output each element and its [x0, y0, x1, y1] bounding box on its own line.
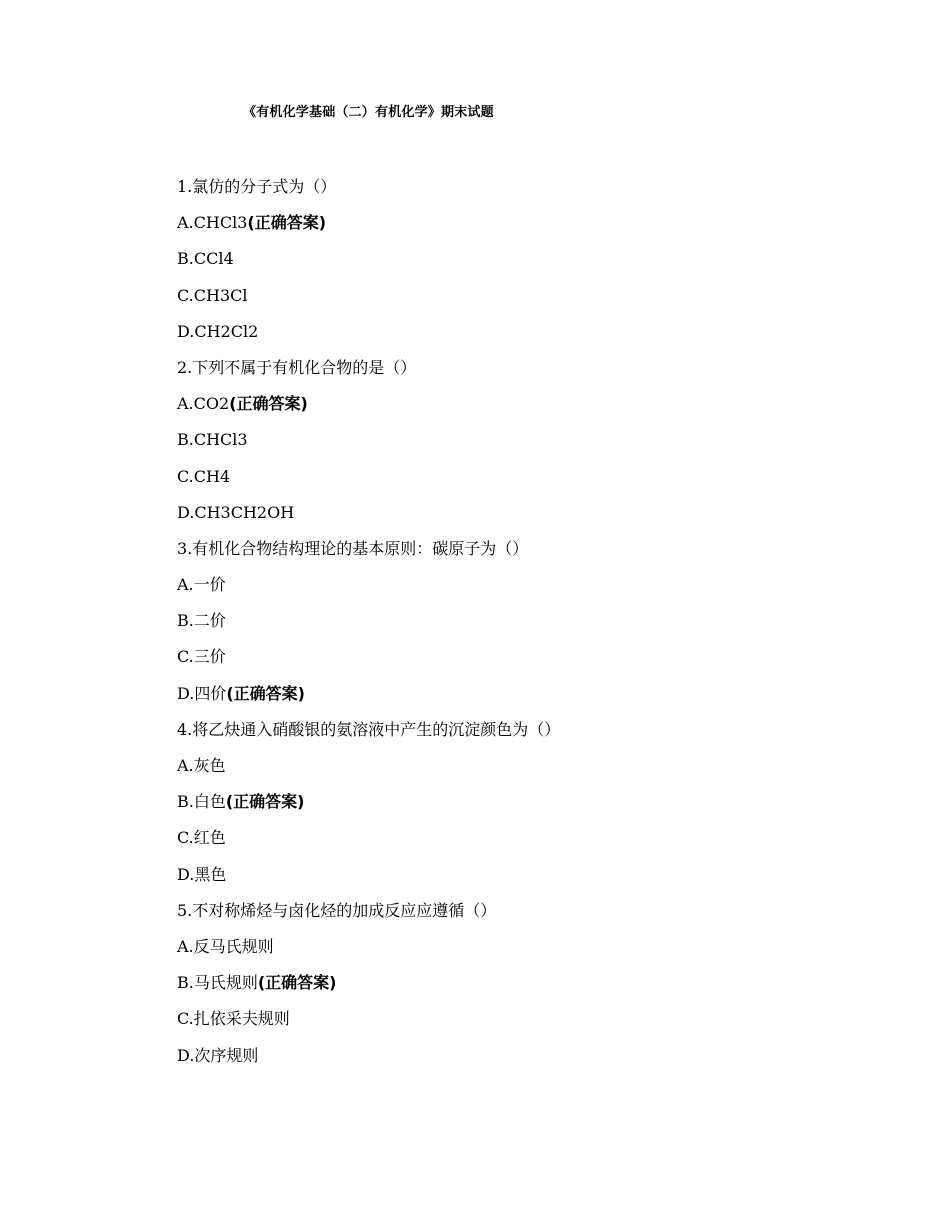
option-item: D.CH3CH2OH: [177, 502, 295, 522]
option-item: [177, 682, 877, 718]
option-text: D.四价: [177, 683, 227, 703]
option-item: A.一价: [177, 575, 226, 595]
option-item: [177, 211, 877, 247]
option-item: [177, 790, 877, 826]
option-item: [177, 971, 877, 1007]
option-item: [177, 392, 877, 428]
option-item: C.三价: [177, 647, 226, 667]
option-text: A.CHCl3: [177, 213, 248, 233]
option-item: B.CHCl3: [177, 430, 248, 450]
page-title: 《有机化学基础（二）有机化学》期末试题: [243, 105, 494, 120]
option-item: D.黑色: [177, 864, 227, 884]
option-item: B.二价: [177, 611, 226, 631]
option-text: B.马氏规则: [177, 973, 258, 993]
question-stem: 1.氯仿的分子式为（）: [177, 177, 337, 196]
option-text: A.CO2: [177, 394, 230, 414]
question-stem: 2.下列不属于有机化合物的是（）: [177, 357, 417, 377]
option-item: C.CH4: [177, 466, 231, 486]
question-stem: 4.将乙炔通入硝酸银的氨溶液中产生的沉淀颜色为（）: [177, 719, 561, 739]
correct-answer-tag: (正确答案): [225, 792, 305, 812]
question-list: [177, 175, 877, 1080]
correct-answer-tag: (正确答案): [247, 213, 327, 233]
question-stem: 5.不对称烯烃与卤化烃的加成反应应遵循（）: [177, 900, 497, 920]
option-item: C.扎依采夫规则: [177, 1009, 290, 1029]
correct-answer-tag: (正确答案): [229, 394, 308, 414]
option-item: D.次序规则: [177, 1045, 259, 1065]
option-item: D.CH2Cl2: [177, 321, 259, 341]
option-item: C.红色: [177, 828, 226, 848]
option-item: A.灰色: [177, 756, 226, 775]
option-text: B.白色: [177, 792, 226, 812]
option-item: C.CH3Cl: [177, 285, 248, 305]
question-stem: 3.有机化合物结构理论的基本原则：碳原子为（）: [177, 538, 529, 558]
option-item: A.反马氏规则: [177, 936, 274, 956]
correct-answer-tag: (正确答案): [257, 973, 337, 993]
option-item: B.CCl4: [177, 249, 234, 269]
correct-answer-tag: (正确答案): [226, 683, 305, 703]
